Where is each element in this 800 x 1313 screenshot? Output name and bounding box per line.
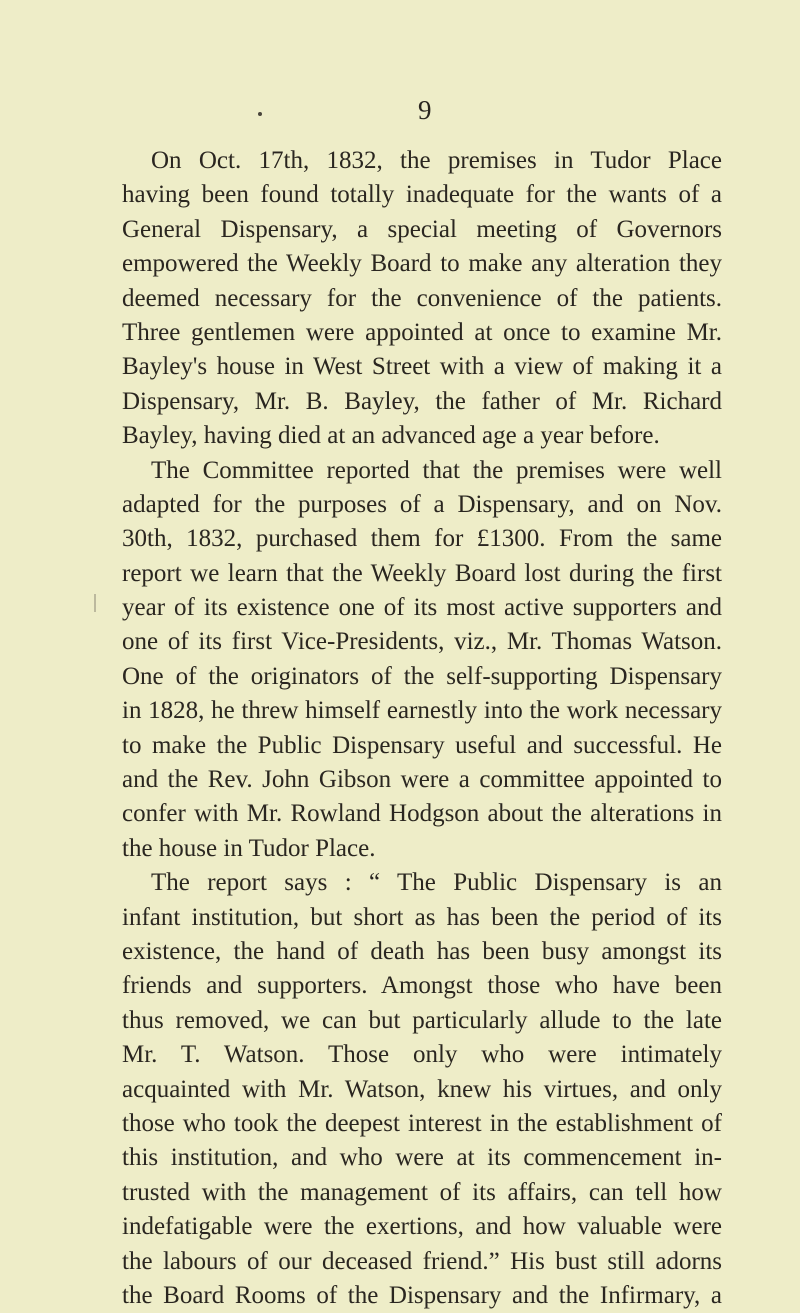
text-line: Dispensary, Mr. B. Bayley, the father of Mr. Richard [122, 387, 722, 415]
margin-edge-mark [94, 594, 96, 612]
text-line: the Board Rooms of the Dispensary and the Infirmary, a [122, 1281, 722, 1309]
text-line: infant institution, but short as has been the period of its [122, 903, 722, 931]
text-line: Mr. T. Watson. Those only who were intimately [122, 1041, 722, 1069]
text-line: 30th, 1832, purchased them for £1300. From the same [122, 525, 722, 553]
text-line: General Dispensary, a special meeting of Governors [122, 215, 722, 243]
text-line: and the Rev. John Gibson were a committee appointed to [122, 766, 722, 794]
body-text [122, 144, 722, 1313]
text-line: in 1828, he threw himself earnestly into the work necessary [122, 697, 722, 725]
text-line: report we learn that the Weekly Board lost during the first [122, 559, 722, 587]
text-line: one of its first Vice-Presidents, viz., Mr. Thomas Watson. [122, 628, 722, 656]
text-line: Bayley, having died at an advanced age a year before. [122, 422, 660, 450]
text-line: friends and supporters. Amongst those who have been [122, 972, 722, 1000]
text-line: having been found totally inadequate for the wants of a [122, 181, 722, 209]
text-line: On Oct. 17th, 1832, the premises in Tudor Place [151, 147, 722, 174]
text-line: to make the Public Dispensary useful and successful. He [122, 731, 722, 759]
text-line: acquainted with Mr. Watson, knew his virtues, and only [122, 1075, 722, 1103]
printer-dot-mark [258, 112, 262, 116]
text-line: deemed necessary for the convenience of the patients. [122, 284, 722, 312]
text-line: Three gentlemen were appointed at once to examine Mr. [122, 318, 722, 346]
text-line: the house in Tudor Place. [122, 834, 376, 862]
text-line: trusted with the management of its affairs, can tell how [122, 1178, 722, 1206]
text-line: adapted for the purposes of a Dispensary, and on Nov. [122, 490, 722, 518]
text-line: The Committee reported that the premises were well [151, 456, 722, 484]
text-line: those who took the deepest interest in the establishment of [122, 1109, 722, 1137]
text-line: indefatigable were the exertions, and how valuable were [122, 1213, 722, 1241]
text-line: existence, the hand of death has been busy amongst its [122, 937, 722, 965]
text-line: The report says : “ The Public Dispensary is an [151, 869, 722, 897]
page-number: 9 [418, 95, 432, 125]
text-line: the labours of our deceased friend.” His bust still adorns [122, 1247, 722, 1275]
text-line: One of the originators of the self-supporting Dispensary [122, 662, 722, 690]
text-line: thus removed, we can but particularly allude to the late [122, 1006, 722, 1034]
text-line: year of its existence one of its most active supporters and [122, 594, 722, 622]
text-line: confer with Mr. Rowland Hodgson about the alterations in [122, 800, 722, 828]
text-line: empowered the Weekly Board to make any alteration they [122, 250, 722, 278]
text-line: this institution, and who were at its commencement in- [122, 1144, 722, 1172]
text-line: Bayley's house in West Street with a view of making it a [122, 353, 722, 381]
